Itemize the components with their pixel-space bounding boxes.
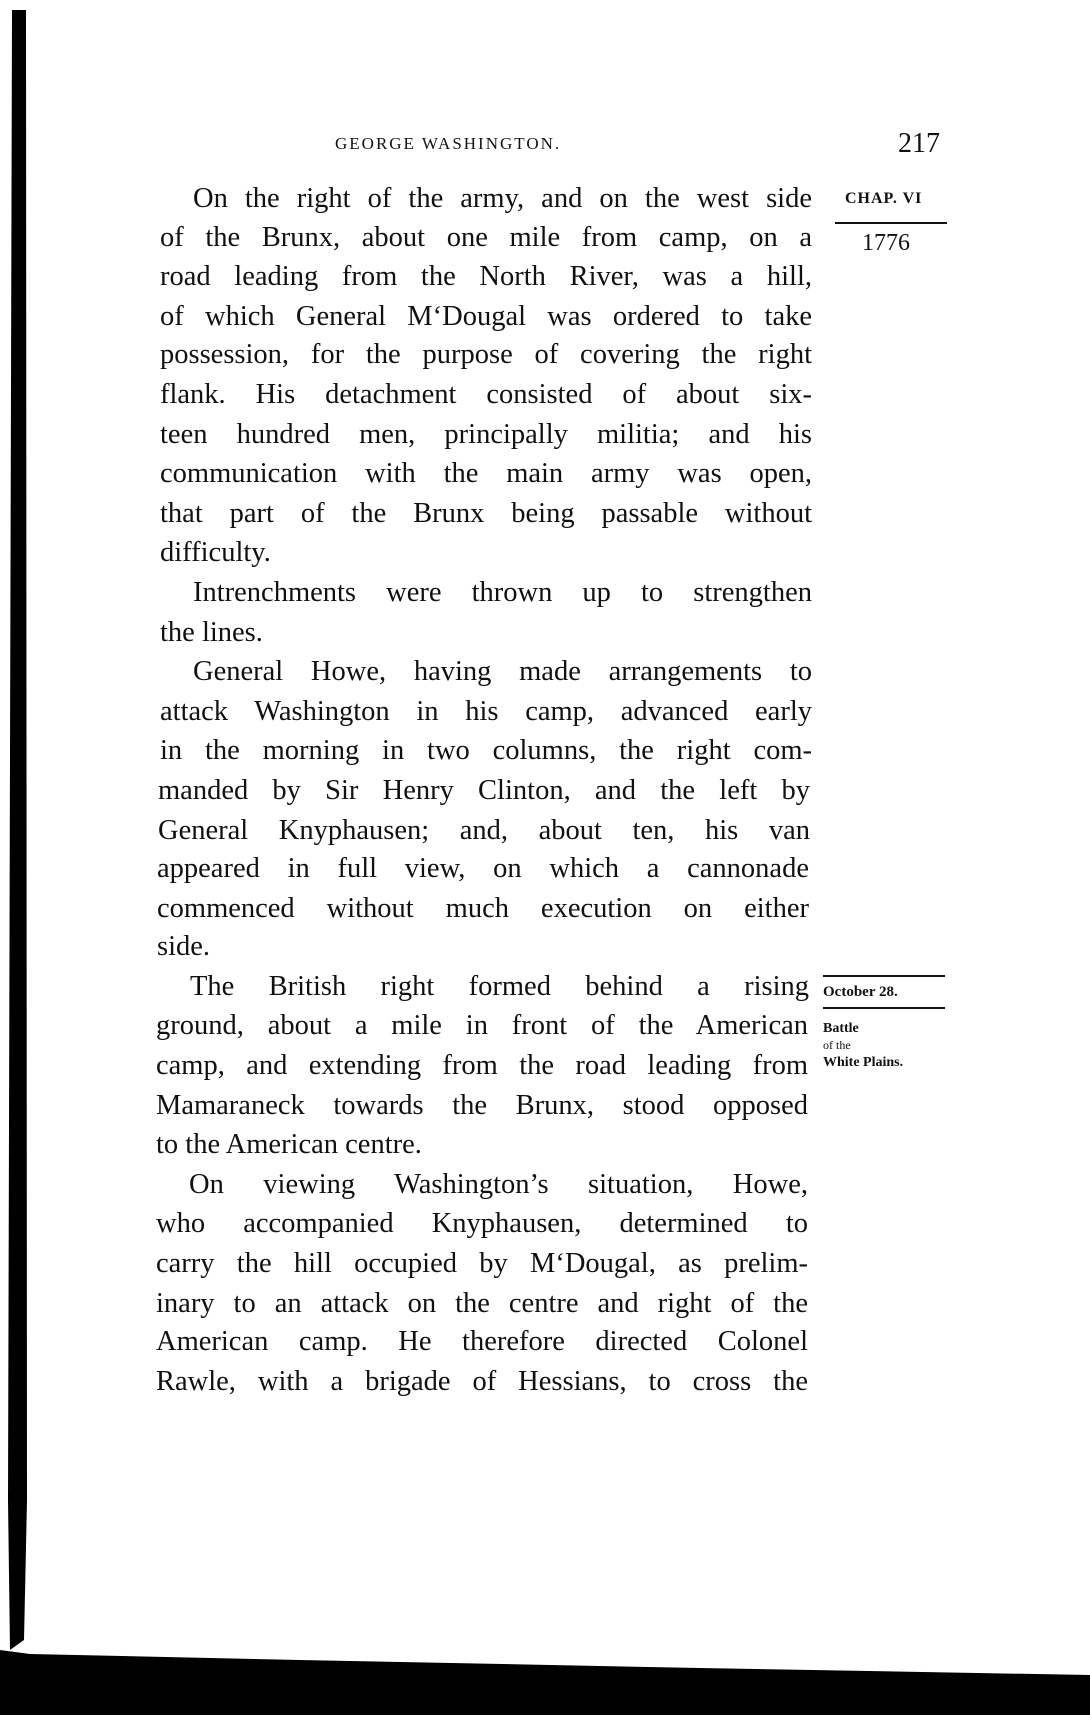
text-line: flank. His detachment consisted of about six- xyxy=(160,378,812,410)
margin-year: 1776 xyxy=(862,230,910,256)
margin-rule xyxy=(835,222,947,224)
text-line: road leading from the North River, was a hill, xyxy=(160,261,812,293)
bottom-scan-shadow xyxy=(0,1650,1090,1715)
text-line: to the American centre. xyxy=(156,1129,422,1161)
text-line: camp, and extending from the road leading from xyxy=(156,1049,808,1081)
text-line: On viewing Washington’s situation, Howe, xyxy=(189,1168,808,1200)
margin-chapter: CHAP. VI xyxy=(845,190,923,207)
text-line: Intrenchments were thrown up to strengthen xyxy=(193,576,812,608)
text-line: Rawle, with a brigade of Hessians, to cross the xyxy=(156,1365,808,1397)
text-line: attack Washington in his camp, advanced early xyxy=(160,695,812,727)
text-line: that part of the Brunx being passable without xyxy=(160,497,812,529)
text-line: of the Brunx, about one mile from camp, on a xyxy=(160,221,812,253)
text-line: The British right formed behind a rising xyxy=(190,970,809,1002)
text-line: the lines. xyxy=(160,616,263,648)
text-line: who accompanied Knyphausen, determined to xyxy=(156,1208,808,1240)
text-line: Mamaraneck towards the Brunx, stood opposed xyxy=(156,1089,808,1121)
page-number: 217 xyxy=(898,128,940,159)
text-line: side. xyxy=(157,931,211,963)
text-line: General Howe, having made arrangements to xyxy=(193,656,812,688)
margin-topic-3: White Plains. xyxy=(823,1055,904,1070)
text-line: On the right of the army, and on the west side xyxy=(193,183,812,215)
margin-date: October 28. xyxy=(823,984,898,1000)
text-line: inary to an attack on the centre and right of the xyxy=(156,1287,808,1319)
margin-topic-2: of the xyxy=(823,1038,851,1052)
text-line: difficulty. xyxy=(160,537,271,569)
text-line: carry the hill occupied by M‘Dougal, as prelim- xyxy=(156,1247,808,1279)
margin-rule xyxy=(823,1007,945,1009)
text-line: teen hundred men, principally militia; and his xyxy=(160,418,812,450)
text-line: manded by Sir Henry Clinton, and the left by xyxy=(158,774,810,806)
left-binding-shadow xyxy=(8,10,27,1650)
text-line: communication with the main army was open, xyxy=(160,458,812,490)
text-line: General Knyphausen; and, about ten, his van xyxy=(158,814,810,846)
text-line: appeared in full view, on which a cannonade xyxy=(157,853,809,884)
text-line: of which General M‘Dougal was ordered to take xyxy=(160,300,812,332)
text-line: possession, for the purpose of covering the right xyxy=(160,339,812,371)
text-line: commenced without much execution on either xyxy=(157,892,809,924)
text-line: in the morning in two columns, the right com- xyxy=(160,735,812,767)
margin-topic-1: Battle xyxy=(823,1021,859,1036)
text-line: American camp. He therefore directed Colonel xyxy=(156,1326,808,1357)
text-line: ground, about a mile in front of the American xyxy=(156,1010,808,1042)
running-title: GEORGE WASHINGTON. xyxy=(335,134,562,153)
margin-rule xyxy=(823,975,945,977)
